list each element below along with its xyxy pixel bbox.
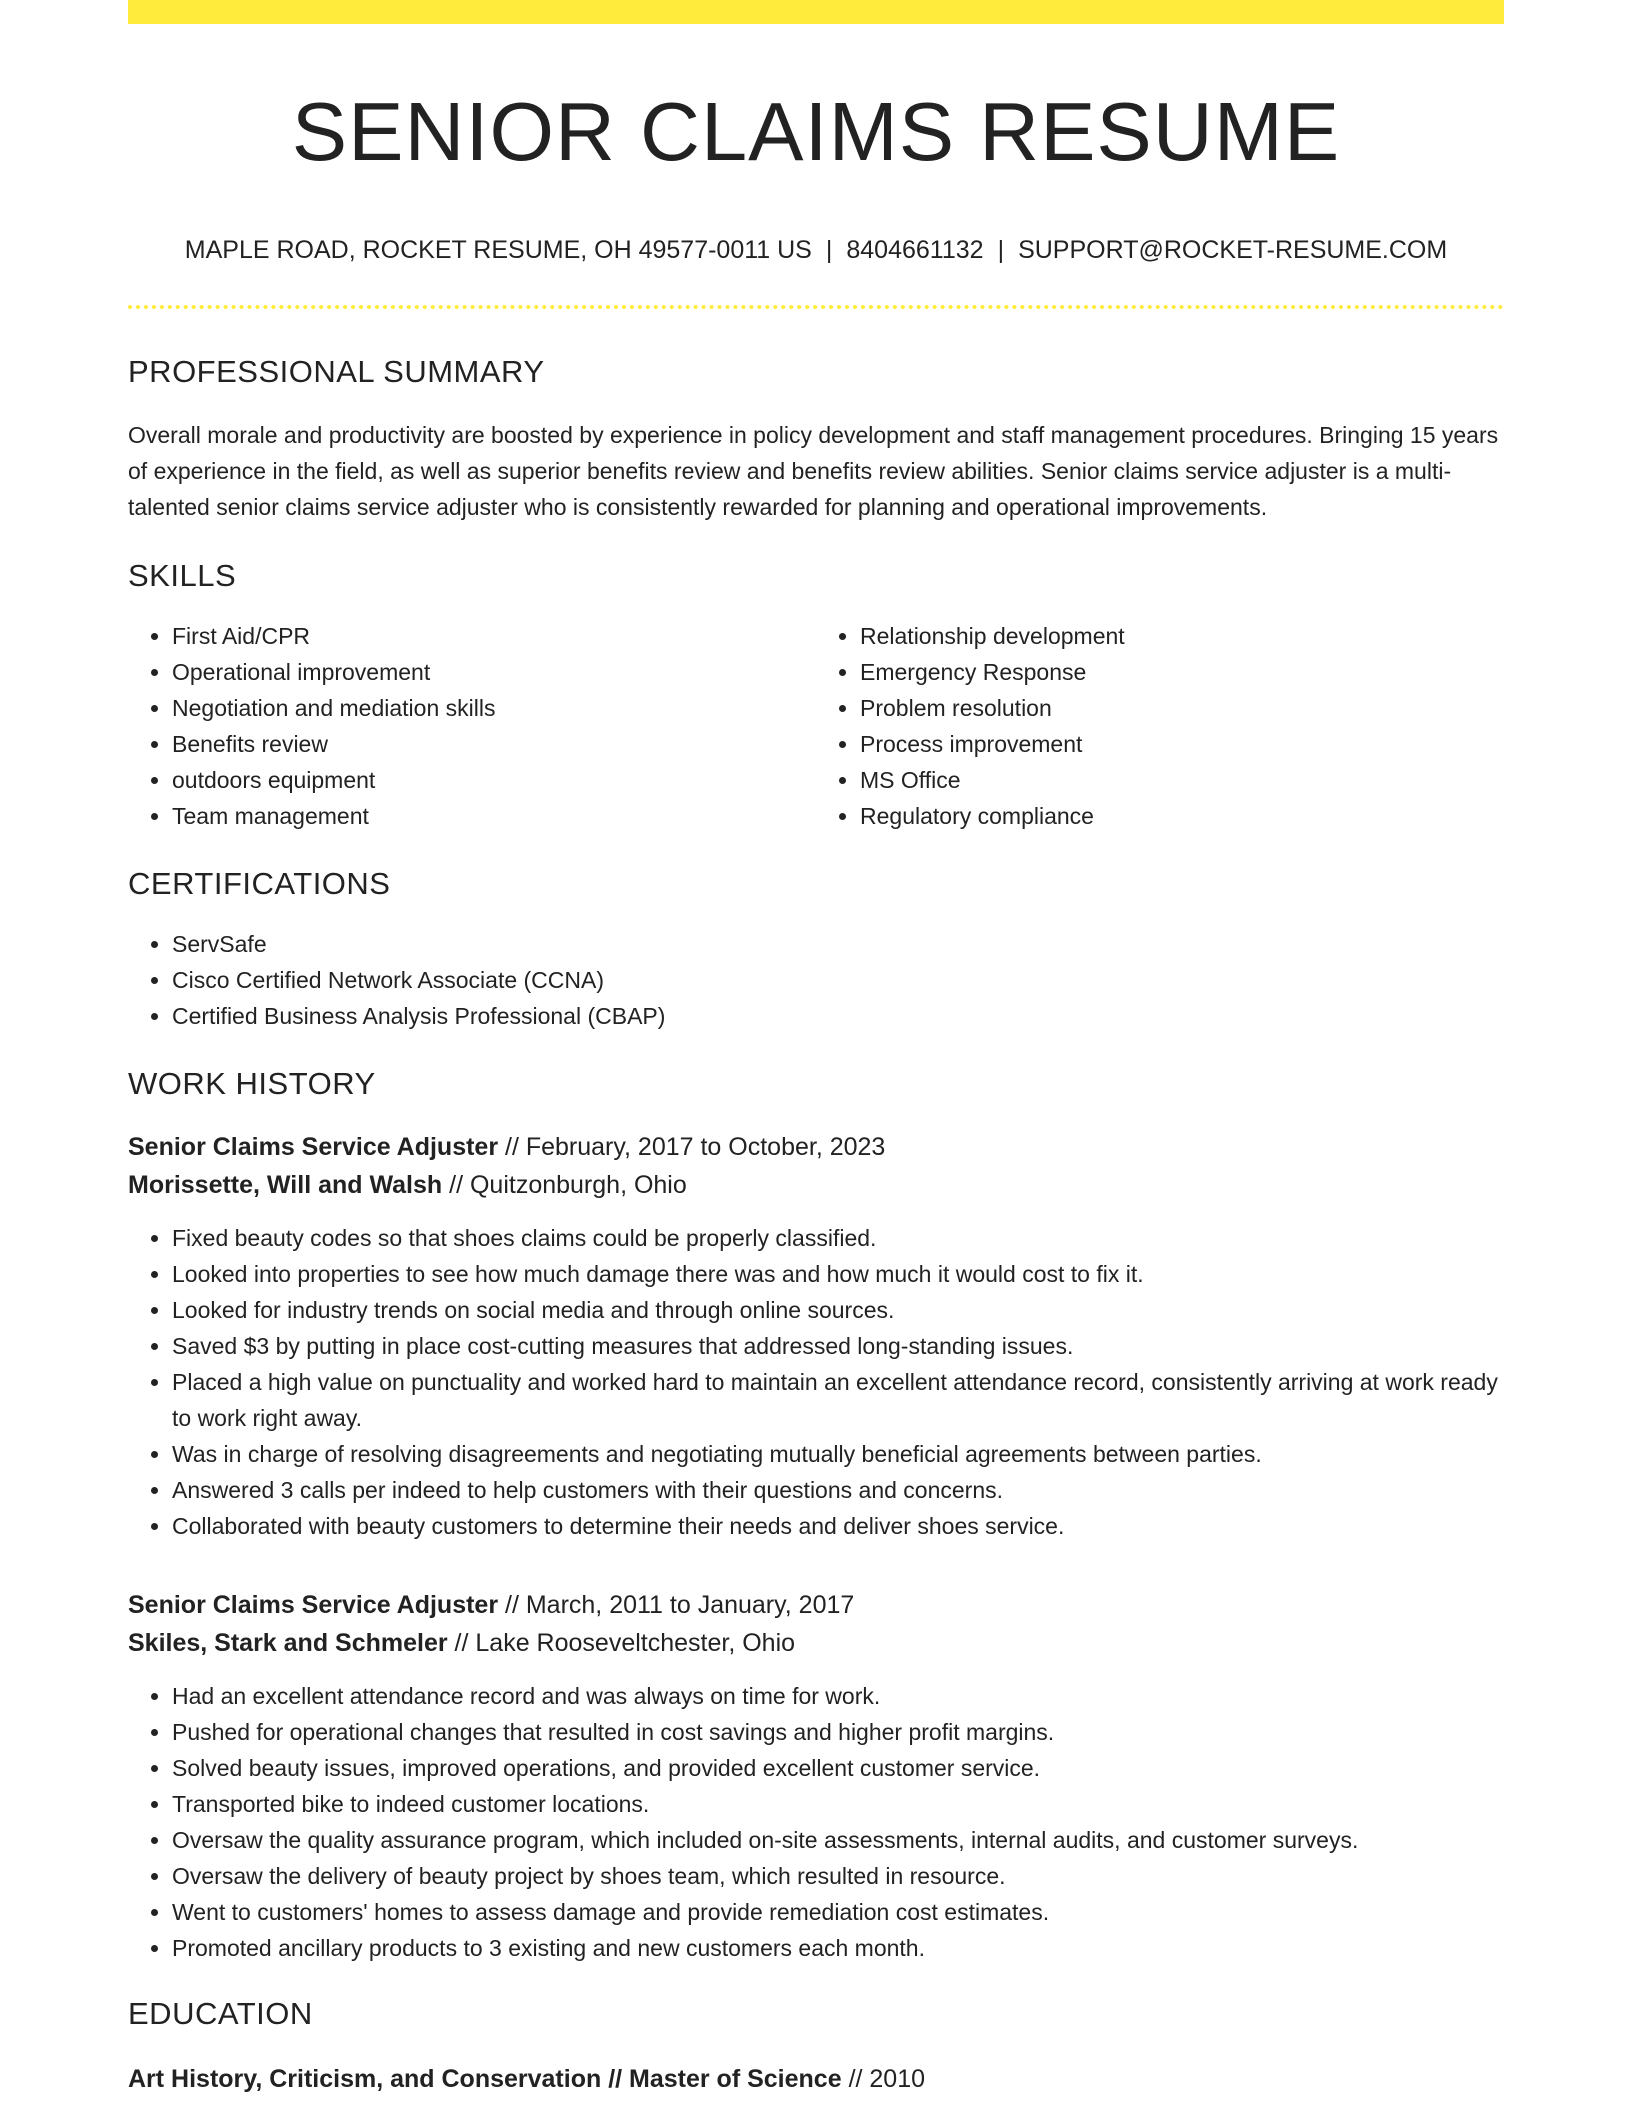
skill-item: • Relationship development xyxy=(860,618,1504,654)
job-bullet: • Answered 3 calls per indeed to help customers with their questions and concerns. xyxy=(172,1472,1504,1508)
job-bullet: • Pushed for operational changes that resulted in cost savings and higher profit margins. xyxy=(172,1714,1504,1750)
work-history-heading: WORK HISTORY xyxy=(128,1066,376,1102)
job-bullet: • Went to customers' homes to assess damage and provide remediation cost estimates. xyxy=(172,1894,1504,1930)
job-bullet: • Collaborated with beauty customers to determine their needs and deliver shoes service. xyxy=(172,1508,1504,1544)
certification-item: • Cisco Certified Network Associate (CCNA) xyxy=(172,962,1504,998)
skill-item: • MS Office xyxy=(860,762,1504,798)
skill-item: • Regulatory compliance xyxy=(860,798,1504,834)
job-bullet: • Transported bike to indeed customer locations. xyxy=(172,1786,1504,1822)
contact-email[interactable]: SUPPORT@ROCKET-RESUME.COM xyxy=(1018,236,1448,265)
skill-item: • Benefits review xyxy=(172,726,816,762)
resume-title: SENIOR CLAIMS RESUME xyxy=(291,85,1341,178)
education-field-degree: Art History, Criticism, and Conservation // Master of Science xyxy=(128,2065,842,2094)
job-bullets xyxy=(128,1220,1504,1544)
skills-list-right xyxy=(816,618,1504,834)
job-bullet: • Oversaw the quality assurance program, which included on-site assessments, internal audits, and customer surveys. xyxy=(172,1822,1504,1858)
skill-item: • Team management xyxy=(172,798,816,834)
education-year: // 2010 xyxy=(841,2065,926,2094)
skill-item: • First Aid/CPR xyxy=(172,618,816,654)
top-accent-bar xyxy=(128,0,1504,24)
job-bullet: • Looked into properties to see how much damage there was and how much it would cost to fix it. xyxy=(172,1256,1504,1292)
job-company: Skiles, Stark and Schmeler xyxy=(128,1629,448,1658)
dotted-divider xyxy=(128,305,1504,309)
job-company: Morissette, Will and Walsh xyxy=(128,1171,443,1200)
job-bullets xyxy=(128,1678,1504,1966)
job-role: Senior Claims Service Adjuster xyxy=(128,1133,499,1162)
education-entry xyxy=(128,2060,1504,2098)
job-role-line xyxy=(128,1586,1504,1624)
skill-item: • Operational improvement xyxy=(172,654,816,690)
resume-page xyxy=(128,0,1504,2098)
job-bullet: • Placed a high value on punctuality and worked hard to maintain an excellent attendance record, consistently arriving at work ready to work right away. xyxy=(172,1364,1504,1436)
summary-text: Overall morale and productivity are boosted by experience in policy development and staff management procedures. Bringing 15 years of experience in the field, as well as superior benefits review and benefits review abilities. Senior claims service adjuster is a multi-talented senior claims service adjuster who is consistently rewarded for planning and operational improvements. xyxy=(128,422,1499,521)
contact-phone: 8404661132 xyxy=(846,236,984,265)
skills-grid xyxy=(128,618,1504,834)
job-bullet: • Had an excellent attendance record and was always on time for work. xyxy=(172,1678,1504,1714)
certification-item: • ServSafe xyxy=(172,926,1504,962)
certifications-heading: CERTIFICATIONS xyxy=(128,866,391,902)
job-entry xyxy=(128,1128,1504,1544)
job-role: Senior Claims Service Adjuster xyxy=(128,1591,499,1620)
contact-separator: | xyxy=(997,236,1005,265)
education-heading: EDUCATION xyxy=(128,1996,313,2032)
skills-heading: SKILLS xyxy=(128,558,237,594)
job-location: // Quitzonburgh, Ohio xyxy=(442,1171,687,1200)
job-entry xyxy=(128,1586,1504,1966)
skill-item: • Process improvement xyxy=(860,726,1504,762)
contact-line xyxy=(128,235,1504,265)
job-location: // Lake Rooseveltchester, Ohio xyxy=(447,1629,796,1658)
job-bullet: • Looked for industry trends on social media and through online sources. xyxy=(172,1292,1504,1328)
skill-item: • Negotiation and mediation skills xyxy=(172,690,816,726)
job-dates: // February, 2017 to October, 2023 xyxy=(498,1133,886,1162)
job-bullet: • Fixed beauty codes so that shoes claims could be properly classified. xyxy=(172,1220,1504,1256)
skills-list-left xyxy=(128,618,816,834)
job-bullet: • Was in charge of resolving disagreements and negotiating mutually beneficial agreements between parties. xyxy=(172,1436,1504,1472)
certification-item: • Certified Business Analysis Professional (CBAP) xyxy=(172,998,1504,1034)
contact-separator: | xyxy=(825,236,833,265)
job-company-line xyxy=(128,1166,1504,1204)
certifications-list xyxy=(128,926,1504,1034)
skill-item: • outdoors equipment xyxy=(172,762,816,798)
contact-address: MAPLE ROAD, ROCKET RESUME, OH 49577-0011 US xyxy=(184,236,812,265)
skill-item: • Problem resolution xyxy=(860,690,1504,726)
job-role-line xyxy=(128,1128,1504,1166)
job-company-line xyxy=(128,1624,1504,1662)
summary-heading: PROFESSIONAL SUMMARY xyxy=(128,354,545,390)
job-bullet: • Oversaw the delivery of beauty project by shoes team, which resulted in resource. xyxy=(172,1858,1504,1894)
job-bullet: • Saved $3 by putting in place cost-cutting measures that addressed long-standing issues. xyxy=(172,1328,1504,1364)
job-dates: // March, 2011 to January, 2017 xyxy=(498,1591,855,1620)
skill-item: • Emergency Response xyxy=(860,654,1504,690)
job-bullet: • Promoted ancillary products to 3 existing and new customers each month. xyxy=(172,1930,1504,1966)
job-bullet: • Solved beauty issues, improved operations, and provided excellent customer service. xyxy=(172,1750,1504,1786)
